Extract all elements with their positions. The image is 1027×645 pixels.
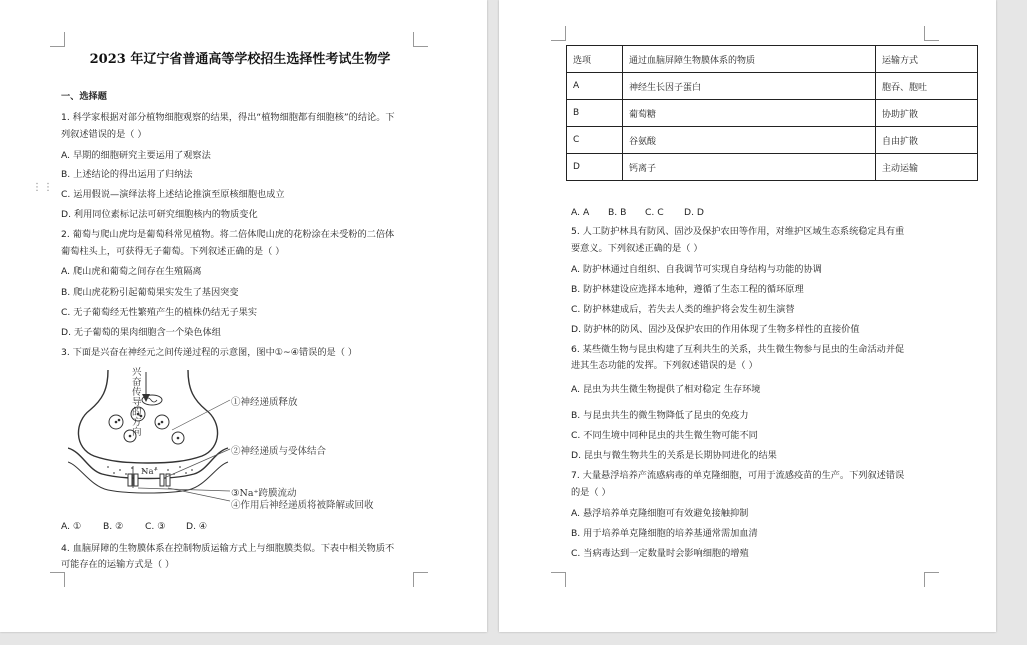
question-3-stem: 3. 下面是兴奋在神经元之间传递过程的示意图，图中①~④错误的是（ ） bbox=[61, 347, 358, 358]
question-1-option-a: A. 早期的细胞研究主要运用了观察法 bbox=[61, 150, 211, 161]
table-cell: C bbox=[567, 127, 623, 154]
question-6-stem-line-2: 进其生态功能的发挥。下列叙述错误的是（ ） bbox=[571, 360, 758, 371]
table-header-row bbox=[567, 46, 978, 73]
question-5-option-a: A. 防护林通过自组织、自我调节可实现自身结构与功能的协调 bbox=[571, 264, 822, 275]
question-6-option-b: B. 与昆虫共生的微生物降低了昆虫的免疫力 bbox=[571, 410, 749, 421]
question-6-option-d: D. 昆虫与微生物共生的关系是长期协同进化的结果 bbox=[571, 450, 777, 461]
table-row bbox=[567, 154, 978, 181]
question-2-stem-line-1: 2. 葡萄与爬山虎均是葡萄科常见植物。将二倍体爬山虎的花粉涂在未受粉的二倍体 bbox=[61, 229, 395, 240]
question-7-option-b: B. 用于培养单克隆细胞的培养基通常需加血清 bbox=[571, 528, 758, 539]
question-6-option-a: A. 昆虫为共生微生物提供了相对稳定 生存环境 bbox=[571, 384, 761, 395]
question-7-stem-line-2: 的是（ ） bbox=[571, 487, 611, 498]
question-5-stem-line-2: 要意义。下列叙述正确的是（ ） bbox=[571, 243, 703, 254]
question-4-answer-d: D. D bbox=[684, 207, 704, 218]
question-3-answer-b: B. ② bbox=[103, 521, 124, 532]
crop-mark bbox=[924, 572, 939, 587]
diagram-label-3: ③Na⁺跨膜流动 bbox=[231, 488, 297, 499]
question-2-option-a: A. 爬山虎和葡萄之间存在生殖隔离 bbox=[61, 266, 202, 277]
table-cell: B bbox=[567, 100, 623, 127]
question-5-option-c: C. 防护林建成后，若失去人类的维护将会发生初生演替 bbox=[571, 304, 795, 315]
diagram-direction-label: 兴奋传导的方向 bbox=[132, 367, 142, 438]
document-title: 2023 年辽宁省普通高等学校招生选择性考试生物学 bbox=[89, 52, 391, 67]
synapse-diagram bbox=[68, 367, 398, 515]
document-page-left bbox=[0, 0, 487, 632]
table-row bbox=[567, 127, 978, 154]
question-1-stem-line-1: 1. 科学家根据对部分植物细胞观察的结果，得出“植物细胞都有细胞核”的结论。下 bbox=[61, 112, 395, 123]
transport-table bbox=[566, 45, 978, 181]
crop-mark bbox=[413, 32, 428, 47]
question-4-answer-a: A. A bbox=[571, 207, 590, 218]
question-7-option-a: A. 悬浮培养单克隆细胞可有效避免接触抑制 bbox=[571, 508, 749, 519]
table-cell: 胞吞、胞吐 bbox=[876, 73, 978, 100]
question-6-stem-line-1: 6. 某些微生物与昆虫构建了互利共生的关系，共生微生物参与昆虫的生命活动并促 bbox=[571, 344, 905, 355]
table-cell: 主动运输 bbox=[876, 154, 978, 181]
diagram-label-1: ①神经递质释放 bbox=[231, 397, 298, 408]
question-7-stem-line-1: 7. 大量悬浮培养产流感病毒的单克隆细胞，可用于流感疫苗的生产。下列叙述错误 bbox=[571, 470, 905, 481]
crop-mark bbox=[50, 572, 65, 587]
diagram-na-label: Na⁺ bbox=[141, 467, 158, 477]
question-2-option-c: C. 无子葡萄经无性繁殖产生的植株仍结无子果实 bbox=[61, 307, 258, 318]
crop-mark bbox=[50, 32, 65, 47]
table-cell: 钙离子 bbox=[623, 154, 876, 181]
question-4-stem-line-2: 可能存在的运输方式是（ ） bbox=[61, 559, 175, 570]
diagram-label-4: ④作用后神经递质将被降解或回收 bbox=[231, 500, 374, 511]
question-4-answer-c: C. C bbox=[645, 207, 664, 218]
question-2-option-b: B. 爬山虎花粉引起葡萄果实发生了基因突变 bbox=[61, 287, 239, 298]
question-4-stem-line-1: 4. 血脑屏障的生物膜体系在控制物质运输方式上与细胞膜类似。下表中相关物质不 bbox=[61, 543, 395, 554]
table-header-cell: 通过血脑屏障生物膜体系的物质 bbox=[623, 46, 876, 73]
crop-mark bbox=[551, 26, 566, 41]
question-4-answer-b: B. B bbox=[608, 207, 627, 218]
table-header-cell: 运输方式 bbox=[876, 46, 978, 73]
question-2-option-d: D. 无子葡萄的果肉细胞含一个染色体组 bbox=[61, 327, 221, 338]
question-1-stem-line-2: 列叙述错误的是（ ） bbox=[61, 129, 147, 140]
table-row bbox=[567, 73, 978, 100]
crop-mark bbox=[924, 26, 939, 41]
question-7-option-c: C. 当病毒达到一定数量时会影响细胞的增殖 bbox=[571, 548, 749, 559]
question-3-answer-c: C. ③ bbox=[145, 521, 166, 532]
table-cell: 葡萄糖 bbox=[623, 100, 876, 127]
question-5-option-b: B. 防护林建设应选择本地种，遵循了生态工程的循环原理 bbox=[571, 284, 804, 295]
table-cell: 神经生长因子蛋白 bbox=[623, 73, 876, 100]
question-6-option-c: C. 不同生境中同种昆虫的共生微生物可能不同 bbox=[571, 430, 758, 441]
question-3-answer-a: A. ① bbox=[61, 521, 82, 532]
table-header-cell: 选项 bbox=[567, 46, 623, 73]
question-5-option-d: D. 防护林的防风、固沙及保护农田的作用体现了生物多样性的直接价值 bbox=[571, 324, 860, 335]
question-3-answer-d: D. ④ bbox=[186, 521, 208, 532]
drag-handle-icon[interactable]: ⋮⋮ bbox=[32, 182, 54, 193]
question-2-stem-line-2: 葡萄柱头上，可获得无子葡萄。下列叙述正确的是（ ） bbox=[61, 246, 285, 257]
table-cell: 自由扩散 bbox=[876, 127, 978, 154]
table-cell: 谷氨酸 bbox=[623, 127, 876, 154]
diagram-label-2: ②神经递质与受体结合 bbox=[231, 446, 327, 457]
table-row bbox=[567, 100, 978, 127]
table-cell: A bbox=[567, 73, 623, 100]
question-5-stem-line-1: 5. 人工防护林具有防风、固沙及保护农田等作用，对维护区域生态系统稳定具有重 bbox=[571, 226, 905, 237]
crop-mark bbox=[413, 572, 428, 587]
crop-mark bbox=[551, 572, 566, 587]
question-1-option-d: D. 利用同位素标记法可研究细胞核内的物质变化 bbox=[61, 209, 258, 220]
table-cell: D bbox=[567, 154, 623, 181]
question-1-option-b: B. 上述结论的得出运用了归纳法 bbox=[61, 169, 193, 180]
question-1-option-c: C. 运用假说—演绎法将上述结论推演至原核细胞也成立 bbox=[61, 189, 285, 200]
table-cell: 协助扩散 bbox=[876, 100, 978, 127]
section-heading: 一、选择题 bbox=[61, 91, 107, 102]
